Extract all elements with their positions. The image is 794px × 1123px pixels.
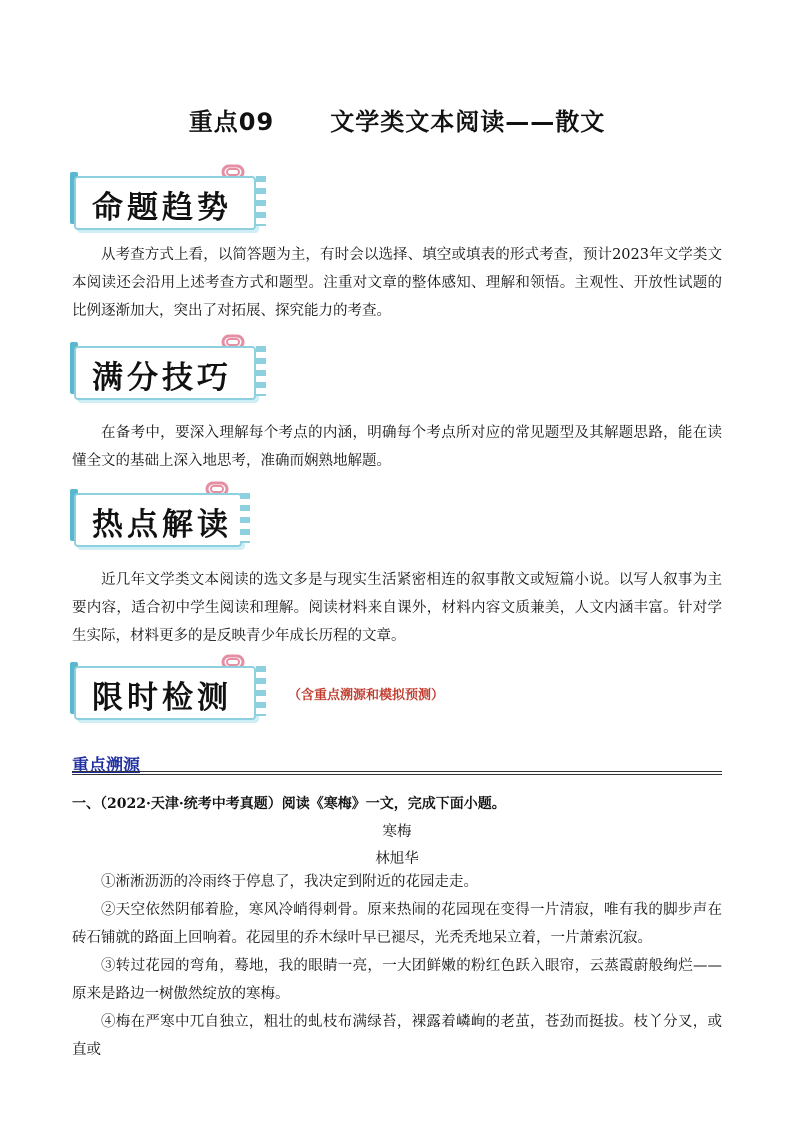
article-paragraph: ①淅淅沥沥的冷雨终于停息了，我决定到附近的花园走走。 (101, 874, 478, 890)
article-paragraph: ④梅在严寒中兀自独立，粗壮的虬枝布满绿苔，裸露着嶙峋的老茧，苍劲而挺拔。枝丫分叉，或直或 (72, 1014, 722, 1058)
banner-hot (70, 485, 250, 545)
banner-tail (256, 666, 266, 716)
banner-text: 限时检测 (92, 680, 232, 716)
article-title: 寒梅 (382, 824, 412, 840)
article-paragraph: ③转过花园的弯角，蓦地，我的眼睛一亮，一大团鲜嫩的粉红色跃入眼帘，云蒸霞蔚般绚烂——原来是路边一树傲然绽放的寒梅。 (72, 958, 722, 1002)
article-paragraph: ②天空依然阴郁着脸，寒风冷峭得刺骨。原来热闹的花园现在变得一片清寂，唯有我的脚步声在砖石铺就的路面上回响着。花园里的乔木绿叶早已褪尽，光秃秃地呆立着，一片萧索沉寂。 (72, 902, 722, 946)
banner-text: 满分技巧 (92, 360, 232, 396)
section-title: 重点溯源 (72, 756, 140, 776)
banner-text: 热点解读 (92, 507, 232, 543)
section-divider (72, 771, 722, 772)
banner-tail (256, 176, 266, 226)
skill-paragraph: 在备考中，要深入理解每个考点的内涵，明确每个考点所对应的常见题型及其解题思路，能在读懂全文的基础上深入地思考，准确而娴熟地解题。 (72, 425, 722, 469)
banner-tail (256, 346, 266, 396)
test-note: （含重点溯源和模拟预测） (288, 688, 445, 703)
trend-paragraph: 从考查方式上看，以简答题为主，有时会以选择、填空或填表的形式考查，预计2023年文学类文本阅读还会沿用上述考查方式和题型。注重对文章的整体感知、理解和领悟。主观性、开放性试题的比例逐渐加大，突出了对拓展、探究能力的考查。 (72, 247, 722, 319)
article-author: 林旭华 (375, 851, 419, 867)
page-title (0, 102, 794, 137)
title-label: 重点09 (188, 108, 275, 136)
title-text: 文学类文本阅读——散文 (330, 108, 606, 136)
section-divider (72, 774, 722, 775)
banner-text: 命题趋势 (92, 190, 232, 226)
banner-trend (70, 168, 266, 228)
banner-tail (240, 493, 250, 543)
banner-skill (70, 338, 266, 398)
question-heading: 一、（2022·天津·统考中考真题）阅读《寒梅》一文，完成下面小题。 (72, 796, 506, 812)
banner-test (70, 658, 266, 718)
hot-paragraph: 近几年文学类文本阅读的选文多是与现实生活紧密相连的叙事散文或短篇小说。以写人叙事为主要内容，适合初中学生阅读和理解。阅读材料来自课外，材料内容文质兼美，人文内涵丰富。针对学生实际，材料更多的是反映青少年成长历程的文章。 (72, 572, 722, 644)
